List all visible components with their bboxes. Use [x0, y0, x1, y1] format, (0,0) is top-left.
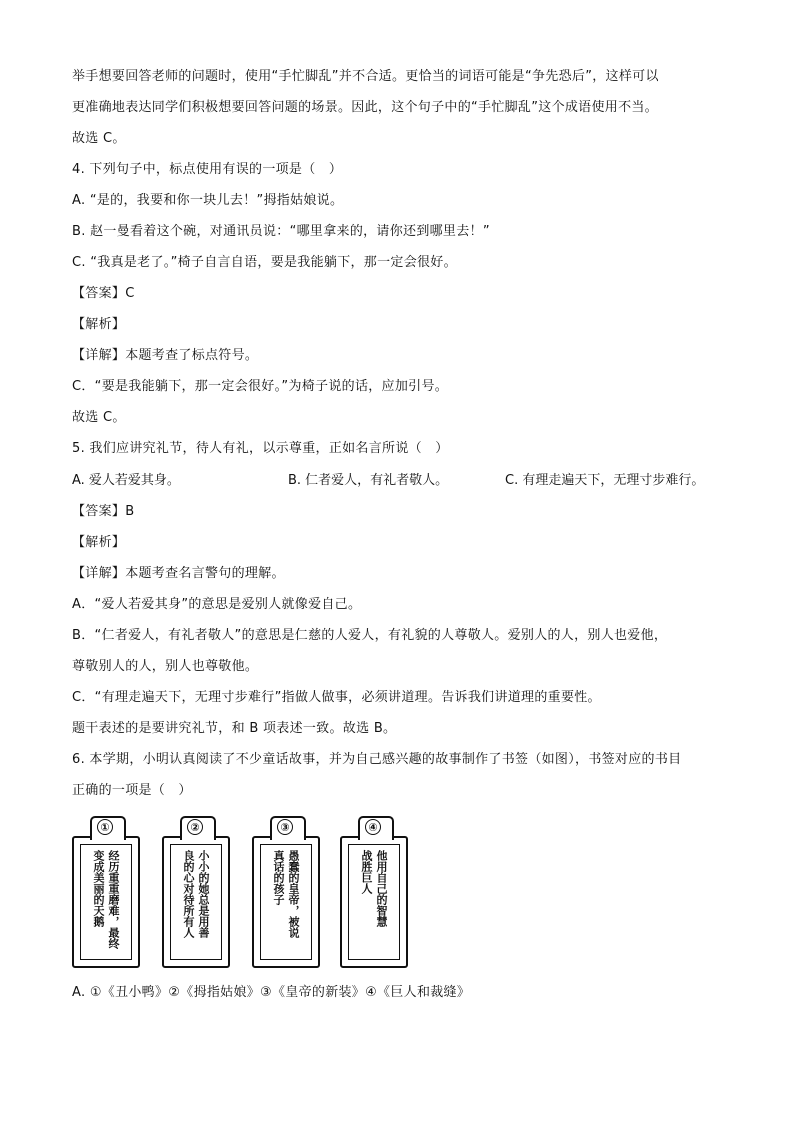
bookmark-text-column: 小小的她总是用善	[197, 850, 210, 938]
question-5-option-b: B. 仁者爱人，有礼者敬人。	[288, 473, 449, 488]
bookmark-text-area	[170, 844, 222, 960]
answer-conclusion: 故选 C。	[72, 410, 126, 425]
bookmark-text-column: 变成美丽的天鹅	[92, 850, 105, 927]
question-4-option-b: B. 赵一曼看着这个碗，对通讯员说：“哪里拿来的，请你还到哪里去！”	[72, 224, 490, 239]
bookmark-text-area	[348, 844, 400, 960]
explanation-line: 更准确地表达同学们积极想要回答问题的场景。因此，这个句子中的“手忙脚乱”这个成语使用不当。	[72, 100, 658, 115]
bookmark-frame	[252, 836, 320, 968]
bookmark-text-column: 真话的孩子	[272, 850, 285, 905]
question-4-option-c: C. “我真是老了。”椅子自言自语，要是我能躺下，那一定会很好。	[72, 255, 457, 270]
bookmark-number: ①	[97, 819, 113, 835]
question-6-option-a: A. ①《丑小鸭》②《拇指姑娘》③《皇帝的新装》④《巨人和裁缝》	[72, 985, 471, 1000]
bookmark-frame	[162, 836, 230, 968]
detail-line: 【详解】本题考查了标点符号。	[72, 348, 259, 363]
bookmark-4	[340, 816, 410, 970]
analysis-label: 【解析】	[72, 535, 126, 550]
question-5-stem: 5. 我们应讲究礼节，待人有礼，以示尊重，正如名言所说（ ）	[72, 441, 449, 456]
bookmark-number: ③	[277, 819, 293, 835]
answer-conclusion: 故选 C。	[72, 131, 126, 146]
bookmark-number: ④	[365, 819, 381, 835]
bookmark-figure	[70, 816, 420, 972]
bookmark-text-area	[80, 844, 132, 960]
detail-line: C．“有理走遍天下，无理寸步难行”指做人做事，必须讲道理。告诉我们讲道理的重要性。	[72, 690, 601, 705]
question-6-stem: 正确的一项是（ ）	[72, 783, 192, 798]
detail-line: B．“仁者爱人，有礼者敬人”的意思是仁慈的人爱人，有礼貌的人尊敬人。爱别人的人，别人也爱他，	[72, 628, 668, 643]
bookmark-text-area	[260, 844, 312, 960]
bookmark-text-column: 战胜巨人	[360, 850, 373, 894]
bookmark-text-column: 经历重重磨难，最终	[107, 850, 120, 949]
bookmark-text-column: 良的心对待所有人	[182, 850, 195, 938]
detail-line: 尊敬别人的人，别人也尊敬他。	[72, 659, 259, 674]
bookmark-text-column: 他用自己的智慧	[375, 850, 388, 927]
question-5-option-a: A. 爱人若爱其身。	[72, 473, 180, 488]
question-5-option-c: C. 有理走遍天下，无理寸步难行。	[505, 473, 705, 488]
bookmark-text-column: 愚蠢的皇帝，被说	[287, 850, 300, 938]
question-4-option-a: A. “是的，我要和你一块儿去！”拇指姑娘说。	[72, 193, 344, 208]
detail-line: 题干表述的是要讲究礼节，和 B 项表述一致。故选 B。	[72, 721, 397, 736]
answer-label: 【答案】C	[72, 286, 135, 301]
analysis-label: 【解析】	[72, 317, 126, 332]
detail-line: C．“要是我能躺下，那一定会很好。”为椅子说的话，应加引号。	[72, 379, 449, 394]
question-6-stem: 6. 本学期，小明认真阅读了不少童话故事，并为自己感兴趣的故事制作了书签（如图），书签对应的书目	[72, 752, 682, 767]
bookmark-frame	[72, 836, 140, 968]
answer-label: 【答案】B	[72, 504, 135, 519]
explanation-line: 举手想要回答老师的问题时，使用“手忙脚乱”并不合适。更恰当的词语可能是“争先恐后”，这样可以	[72, 69, 659, 84]
bookmark-2	[162, 816, 232, 970]
bookmark-number: ②	[187, 819, 203, 835]
bookmark-1	[72, 816, 142, 970]
bookmark-frame	[340, 836, 408, 968]
bookmark-3	[252, 816, 322, 970]
question-4-stem: 4. 下列句子中，标点使用有误的一项是（ ）	[72, 162, 343, 177]
detail-line: 【详解】本题考查名言警句的理解。	[72, 566, 285, 581]
detail-line: A．“爱人若爱其身”的意思是爱别人就像爱自己。	[72, 597, 362, 612]
